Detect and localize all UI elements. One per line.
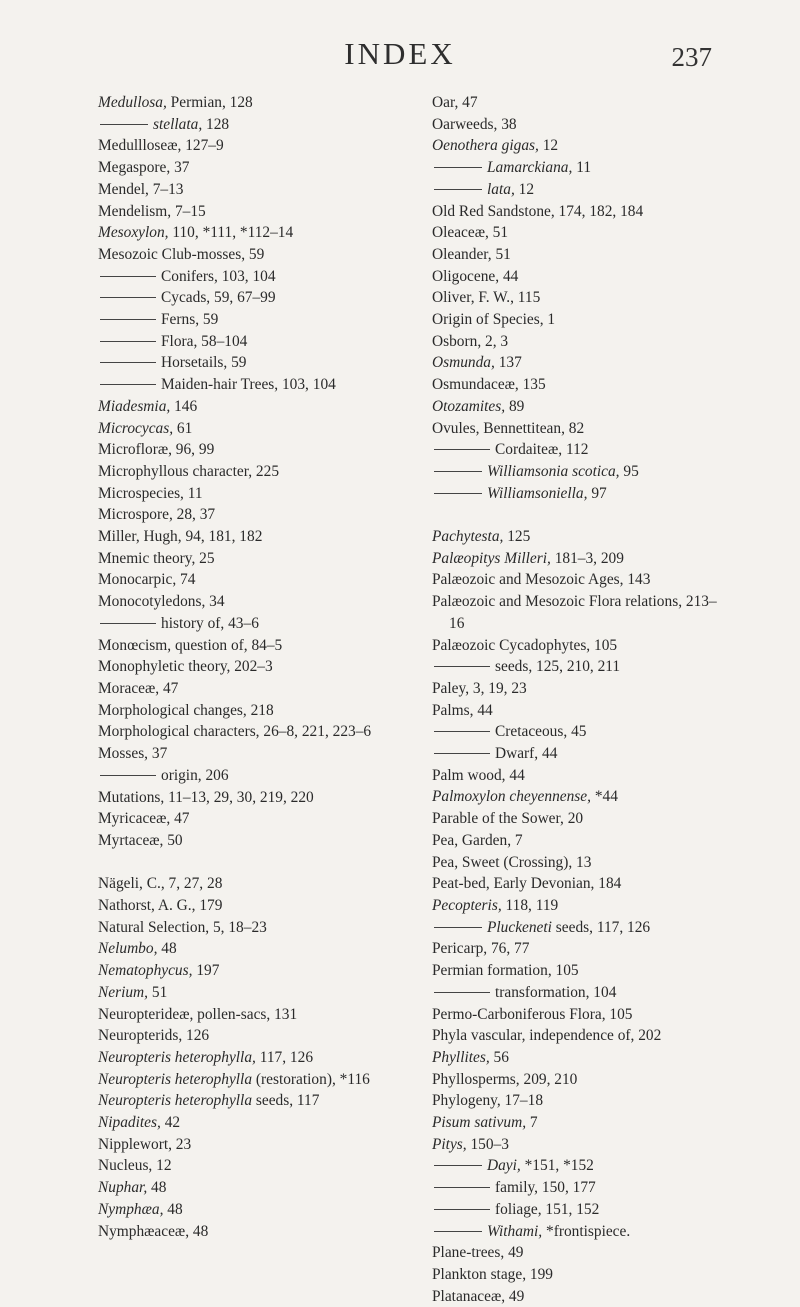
ditto-dash: [434, 927, 482, 928]
ditto-dash: [100, 319, 156, 320]
index-term-text: Peat-bed, Early Devonian, 184: [432, 875, 622, 893]
index-entry: [432, 483, 732, 505]
ditto-dash: [434, 471, 482, 472]
index-entry: [98, 135, 404, 157]
index-term-text: Nägeli, C., 7, 27, 28: [98, 875, 223, 893]
index-term-italic: Pisum sativum,: [432, 1114, 527, 1132]
index-term-text: Palm wood, 44: [432, 766, 525, 784]
ditto-dash: [100, 297, 156, 298]
index-entry: [432, 1069, 732, 1091]
index-entry: [432, 418, 732, 440]
index-term-text: Phylogeny, 17–18: [432, 1092, 544, 1110]
ditto-dash: [434, 1209, 490, 1210]
index-term-text: 118, 119: [501, 897, 559, 914]
index-term-text: Palæozoic and Mesozoic Ages, 143: [432, 571, 651, 589]
index-term-text: Pericarp, 76, 77: [432, 940, 530, 958]
index-term-italic: Williamsoniella,: [487, 484, 588, 502]
index-term-text: seeds, 117: [252, 1092, 320, 1110]
index-entry: [432, 287, 732, 309]
index-entry: [432, 721, 732, 743]
index-entry: [432, 374, 732, 396]
index-entry: [432, 439, 732, 461]
index-entry: [432, 1004, 732, 1026]
index-entry: [98, 352, 404, 374]
index-entry: [432, 201, 732, 223]
index-term-text: Ovules, Bennettitean, 82: [432, 419, 585, 437]
index-term-text: Ferns, 59: [161, 311, 219, 329]
index-term-italic: Nymphæa,: [98, 1200, 164, 1218]
index-entry: [98, 418, 404, 440]
index-term-italic: Neuropteris heterophylla,: [98, 1048, 256, 1066]
index-entry: [98, 222, 404, 244]
index-entry: [98, 287, 404, 309]
index-entry: [98, 982, 404, 1004]
index-entry: [432, 92, 732, 114]
index-entry: [432, 135, 732, 157]
index-term-text: 7: [526, 1114, 538, 1132]
index-term-text: Nucleus, 12: [98, 1157, 172, 1175]
index-entry: [98, 1069, 404, 1091]
page-number: 237: [671, 42, 712, 72]
index-term-text: Microfloræ, 96, 99: [98, 441, 215, 459]
index-entry: [98, 700, 404, 722]
index-entry: [98, 743, 404, 765]
index-term-text: 56: [489, 1048, 509, 1066]
index-entry: [432, 895, 732, 917]
index-term-text: 61: [173, 419, 193, 437]
ditto-dash: [100, 362, 156, 363]
index-term-text: Nipplewort, 23: [98, 1135, 192, 1153]
index-entry: [98, 873, 404, 895]
index-entry: [432, 656, 732, 678]
index-entry: [432, 830, 732, 852]
index-entry: [98, 1025, 404, 1047]
index-term-italic: stellata,: [153, 115, 203, 133]
index-entry: [98, 179, 404, 201]
index-entry: [98, 114, 404, 136]
index-term-text: Paley, 3, 19, 23: [432, 679, 527, 697]
index-entry: [98, 635, 404, 657]
index-term-text: Permian formation, 105: [432, 962, 579, 980]
index-term-text: seeds, 125, 210, 211: [495, 658, 621, 676]
index-term-text: family, 150, 177: [495, 1179, 596, 1197]
index-entry: [432, 786, 732, 808]
index-term-text: Microspecies, 11: [98, 484, 203, 502]
index-entry: [432, 569, 732, 591]
index-term-italic: Nematophycus,: [98, 962, 193, 980]
index-entry: [432, 352, 732, 374]
index-entry: [98, 439, 404, 461]
index-term-italic: Neuropteris heterophylla: [98, 1092, 253, 1110]
index-term-text: Permian, 128: [166, 94, 253, 111]
index-entry: [98, 309, 404, 331]
ditto-dash: [434, 666, 490, 667]
index-term-text: (restoration), *116: [252, 1070, 370, 1088]
ditto-dash: [434, 1187, 490, 1188]
index-entry: [432, 635, 732, 657]
index-entry: [432, 244, 732, 266]
index-term-text: Pea, Sweet (Crossing), 13: [432, 853, 592, 871]
index-entry: [98, 1004, 404, 1026]
index-term-text: 128: [202, 115, 230, 133]
index-entry: [98, 1177, 404, 1199]
index-entry: [432, 873, 732, 895]
index-term-italic: Nuphar,: [98, 1179, 148, 1197]
index-term-text: origin, 206: [161, 766, 229, 784]
index-entry: [98, 938, 404, 960]
ditto-dash: [434, 753, 490, 754]
index-entry: [98, 483, 404, 505]
index-term-text: Microspore, 28, 37: [98, 506, 216, 524]
index-entry: [98, 1221, 404, 1243]
index-entry: [98, 591, 404, 613]
index-entry: [432, 1134, 732, 1156]
index-entry: [98, 461, 404, 483]
index-term-text: 150–3: [466, 1135, 509, 1153]
index-term-text: history of, 43–6: [161, 614, 259, 632]
ditto-dash: [100, 775, 156, 776]
ditto-dash: [434, 167, 482, 168]
index-term-text: Microphyllous character, 225: [98, 462, 280, 480]
index-term-text: Old Red Sandstone, 174, 182, 184: [432, 202, 644, 220]
index-term-text: 197: [192, 962, 220, 980]
index-entry: [432, 222, 732, 244]
index-entry: [432, 548, 732, 570]
index-entry: [98, 504, 404, 526]
index-term-text: *44: [590, 788, 618, 806]
ditto-dash: [100, 623, 156, 624]
index-term-text: Plane-trees, 49: [432, 1244, 524, 1262]
index-term-italic: Palæopitys Milleri,: [432, 549, 551, 567]
index-term-text: *frontispiece.: [542, 1222, 631, 1240]
index-term-text: Neuropterids, 126: [98, 1027, 210, 1045]
index-entry: [432, 808, 732, 830]
index-term-italic: Pachytesta,: [432, 528, 504, 546]
index-term-text: Permo-Carboniferous Flora, 105: [432, 1005, 633, 1023]
index-term-text: 12: [538, 137, 559, 155]
index-entry: [432, 157, 732, 179]
index-term-text: Miller, Hugh, 94, 181, 182: [98, 528, 263, 546]
index-entry: [98, 1112, 404, 1134]
index-term-text: Monocarpic, 74: [98, 571, 196, 589]
ditto-dash: [100, 341, 156, 342]
index-term-italic: Pitys,: [432, 1135, 467, 1153]
index-term-italic: Phyllites,: [432, 1048, 490, 1066]
index-term-text: Monœcism, question of, 84–5: [98, 636, 283, 654]
index-term-text: foliage, 151, 152: [495, 1200, 600, 1218]
index-column-right: [432, 92, 732, 1307]
index-term-text: Osborn, 2, 3: [432, 332, 509, 350]
index-entry: [432, 1199, 732, 1221]
index-term-text: Mendelism, 7–15: [98, 202, 206, 220]
index-term-text: Natural Selection, 5, 18–23: [98, 918, 267, 936]
index-entry: [432, 266, 732, 288]
index-term-text: 125: [503, 528, 531, 546]
index-entry: [432, 917, 732, 939]
index-term-text: *151, *152: [520, 1157, 594, 1175]
index-term-text: Phyla vascular, independence of, 202: [432, 1027, 662, 1045]
index-term-text: Moraceæ, 47: [98, 679, 179, 697]
index-term-text: Dwarf, 44: [495, 745, 558, 763]
index-entry: [432, 179, 732, 201]
index-term-italic: Pluckeneti: [487, 918, 552, 936]
ditto-dash: [434, 1165, 482, 1166]
index-entry: [432, 678, 732, 700]
index-term-text: 48: [147, 1179, 167, 1197]
index-term-text: Myrtaceæ, 50: [98, 831, 183, 849]
index-term-text: Oar, 47: [432, 94, 478, 111]
index-term-text: Medullloseæ, 127–9: [98, 137, 224, 155]
index-term-italic: Nerium,: [98, 983, 149, 1001]
ditto-dash: [434, 189, 482, 190]
index-entry: [432, 960, 732, 982]
index-term-text: Mesozoic Club-mosses, 59: [98, 245, 265, 263]
index-term-text: Maiden-hair Trees, 103, 104: [161, 376, 336, 394]
ditto-dash: [100, 276, 156, 277]
index-entry: [98, 1047, 404, 1069]
index-entry: [432, 1025, 732, 1047]
index-entry: [98, 244, 404, 266]
ditto-dash: [434, 731, 490, 732]
index-term-text: 11: [572, 159, 592, 177]
index-entry: [98, 92, 404, 114]
index-entry: [98, 1134, 404, 1156]
index-term-text: Neuropterideæ, pollen-sacs, 131: [98, 1005, 298, 1023]
index-term-text: 89: [505, 397, 525, 415]
index-term-text: 12: [514, 180, 535, 198]
index-entry: [98, 656, 404, 678]
index-term-text: 48: [163, 1200, 183, 1218]
index-term-italic: Nipadites,: [98, 1114, 161, 1132]
index-term-text: Palms, 44: [432, 701, 493, 719]
index-term-italic: Nelumbo,: [98, 940, 158, 958]
index-term-italic: Withami,: [487, 1222, 543, 1240]
index-term-text: Palæozoic and Mesozoic Flora relations, 213–16: [432, 593, 717, 632]
index-entry: [432, 309, 732, 331]
index-entry: [432, 1286, 732, 1307]
index-term-text: Mendel, 7–13: [98, 180, 184, 198]
index-term-text: Plankton stage, 199: [432, 1265, 553, 1283]
index-term-text: 146: [170, 397, 198, 415]
index-entry: [432, 765, 732, 787]
index-term-text: Nymphæaceæ, 48: [98, 1222, 209, 1240]
index-term-italic: Medullosa,: [98, 94, 167, 111]
index-entry: [432, 461, 732, 483]
index-term-text: Oleaceæ, 51: [432, 224, 509, 242]
index-term-text: Cretaceous, 45: [495, 723, 587, 741]
index-term-italic: Dayi,: [487, 1157, 521, 1175]
index-term-text: Platanaceæ, 49: [432, 1287, 525, 1305]
index-entry: [432, 700, 732, 722]
index-term-italic: lata,: [487, 180, 515, 198]
index-entry: [98, 548, 404, 570]
index-letter-gap: [98, 852, 404, 874]
index-column-left: [98, 92, 404, 1242]
index-term-text: 181–3, 209: [550, 549, 624, 567]
index-term-italic: Oenothera gigas,: [432, 137, 539, 155]
index-term-text: Myricaceæ, 47: [98, 810, 190, 828]
index-entry: [98, 1199, 404, 1221]
index-entry: [432, 852, 732, 874]
index-entry: [98, 787, 404, 809]
ditto-dash: [434, 992, 490, 993]
index-term-text: Phyllosperms, 209, 210: [432, 1070, 578, 1088]
index-term-italic: Pecopteris,: [432, 897, 502, 914]
page-header: [0, 36, 800, 76]
index-term-text: Monophyletic theory, 202–3: [98, 658, 273, 676]
index-term-text: Parable of the Sower, 20: [432, 810, 584, 828]
index-term-text: Mutations, 11–13, 29, 30, 219, 220: [98, 788, 314, 806]
index-entry: [98, 830, 404, 852]
index-term-text: Cordaiteæ, 112: [495, 441, 589, 459]
index-entry: [98, 765, 404, 787]
index-entry: [432, 1155, 732, 1177]
index-term-text: Oligocene, 44: [432, 267, 519, 285]
index-term-text: Monocotyledons, 34: [98, 593, 225, 611]
index-term-text: Mosses, 37: [98, 745, 168, 763]
index-term-text: seeds, 117, 126: [551, 918, 651, 936]
index-entry: [432, 982, 732, 1004]
index-term-text: 137: [494, 354, 522, 372]
index-term-italic: Miadesmia,: [98, 397, 171, 415]
index-term-text: 117, 126: [255, 1048, 314, 1066]
ditto-dash: [100, 384, 156, 385]
index-term-text: 51: [148, 983, 168, 1001]
index-term-text: Horsetails, 59: [161, 354, 247, 372]
index-term-text: Pea, Garden, 7: [432, 831, 523, 849]
index-entry: [432, 1264, 732, 1286]
index-term-text: Megaspore, 37: [98, 159, 190, 177]
index-entry: [98, 613, 404, 635]
index-entry: [432, 938, 732, 960]
index-entry: [98, 201, 404, 223]
index-term-text: Morphological changes, 218: [98, 701, 274, 719]
index-term-italic: Williamsonia scotica,: [487, 462, 620, 480]
index-entry: [432, 1177, 732, 1199]
index-entry: [98, 808, 404, 830]
index-term-text: Oarweeds, 38: [432, 115, 517, 133]
index-term-italic: Palmoxylon cheyennense,: [432, 788, 591, 806]
index-entry: [98, 396, 404, 418]
index-entry: [98, 526, 404, 548]
index-entry: [432, 114, 732, 136]
index-term-text: Mnemic theory, 25: [98, 549, 215, 567]
ditto-dash: [434, 1231, 482, 1232]
index-entry: [98, 374, 404, 396]
index-term-text: 95: [619, 462, 639, 480]
index-entry: [432, 1242, 732, 1264]
index-term-italic: Neuropteris heterophylla: [98, 1070, 253, 1088]
index-term-text: 110, *111, *112–14: [168, 224, 294, 242]
index-entry: [432, 591, 732, 634]
index-term-italic: Lamarckiana,: [487, 159, 573, 177]
index-entry: [98, 960, 404, 982]
index-term-italic: Mesoxylon,: [98, 224, 169, 242]
ditto-dash: [434, 493, 482, 494]
index-term-text: Origin of Species, 1: [432, 311, 556, 329]
index-term-text: 97: [587, 484, 607, 502]
index-term-text: 42: [160, 1114, 181, 1132]
index-term-text: Conifers, 103, 104: [161, 267, 276, 285]
index-entry: [432, 1112, 732, 1134]
index-term-text: Cycads, 59, 67–99: [161, 289, 276, 307]
index-entry: [432, 743, 732, 765]
index-entry: [432, 396, 732, 418]
index-entry: [98, 266, 404, 288]
ditto-dash: [100, 124, 148, 125]
index-entry: [98, 569, 404, 591]
index-entry: [98, 1090, 404, 1112]
index-term-text: Nathorst, A. G., 179: [98, 897, 223, 914]
index-term-text: Oleander, 51: [432, 245, 511, 263]
index-entry: [98, 1155, 404, 1177]
index-entry: [432, 526, 732, 548]
index-entry: [98, 157, 404, 179]
index-entry: [98, 331, 404, 353]
index-term-italic: Microcycas,: [98, 419, 174, 437]
index-entry: [98, 721, 404, 743]
index-entry: [98, 895, 404, 917]
index-entry: [432, 1047, 732, 1069]
index-term-text: 48: [157, 940, 177, 958]
page-title: INDEX: [344, 36, 456, 71]
ditto-dash: [434, 449, 490, 450]
index-term-text: transformation, 104: [495, 983, 617, 1001]
index-term-text: Palæozoic Cycadophytes, 105: [432, 636, 618, 654]
index-term-text: Oliver, F. W., 115: [432, 289, 541, 307]
index-entry: [98, 678, 404, 700]
index-letter-gap: [432, 504, 732, 526]
index-term-text: Morphological characters, 26–8, 221, 223–6: [98, 723, 372, 741]
index-entry: [432, 1090, 732, 1112]
index-entry: [98, 917, 404, 939]
index-entry: [432, 1221, 732, 1243]
index-term-italic: Osmunda,: [432, 354, 495, 372]
index-entry: [432, 331, 732, 353]
index-term-italic: Otozamites,: [432, 397, 506, 415]
index-term-text: Flora, 58–104: [161, 332, 248, 350]
index-term-text: Osmundaceæ, 135: [432, 376, 546, 394]
